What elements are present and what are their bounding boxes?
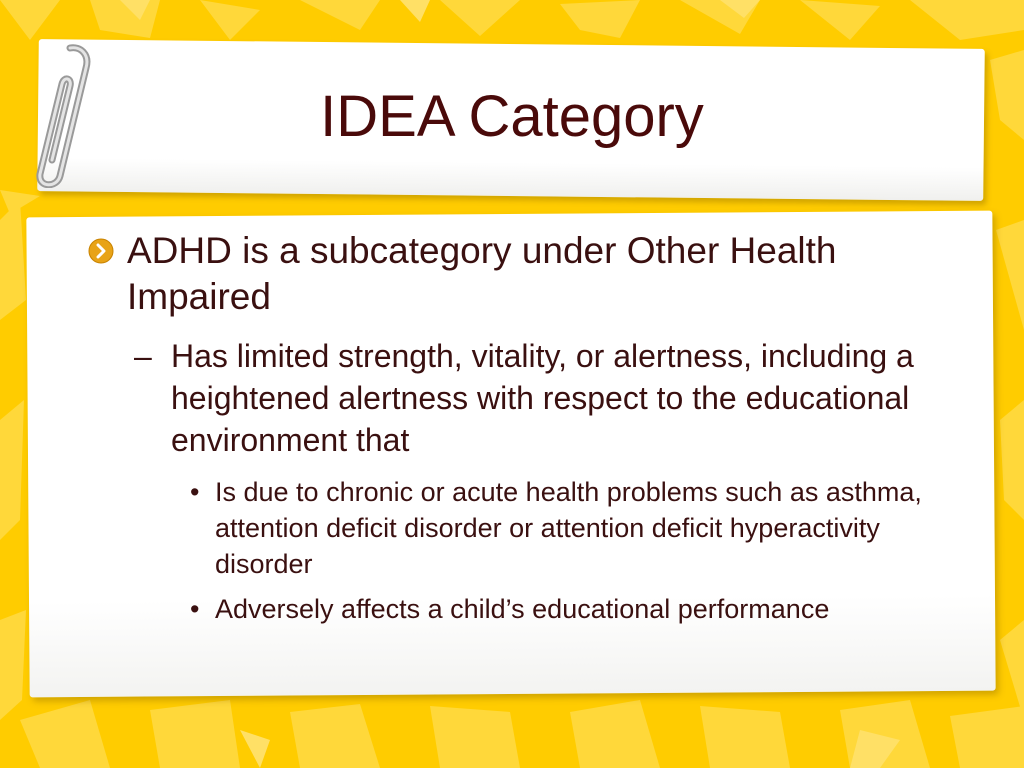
- bullet-level2: Has limited strength, vitality, or alertness, including a heightened alertness with respect to the educational environment that: [171, 338, 914, 458]
- bullet-level1: ADHD is a subcategory under Other Health Impaired: [127, 230, 837, 317]
- bullet-level3-item: Adversely affects a child’s educational performance: [215, 594, 830, 624]
- dash-marker: –: [134, 338, 152, 374]
- bullet-level3-item: Is due to chronic or acute health problems such as asthma, attention deficit disorder or attention deficit hyperactivity disorder: [215, 477, 922, 579]
- dot-marker: •: [190, 594, 200, 624]
- arrow-circle-icon: [88, 238, 114, 264]
- slide-title: IDEA Category: [320, 84, 704, 149]
- dot-marker: •: [190, 477, 200, 507]
